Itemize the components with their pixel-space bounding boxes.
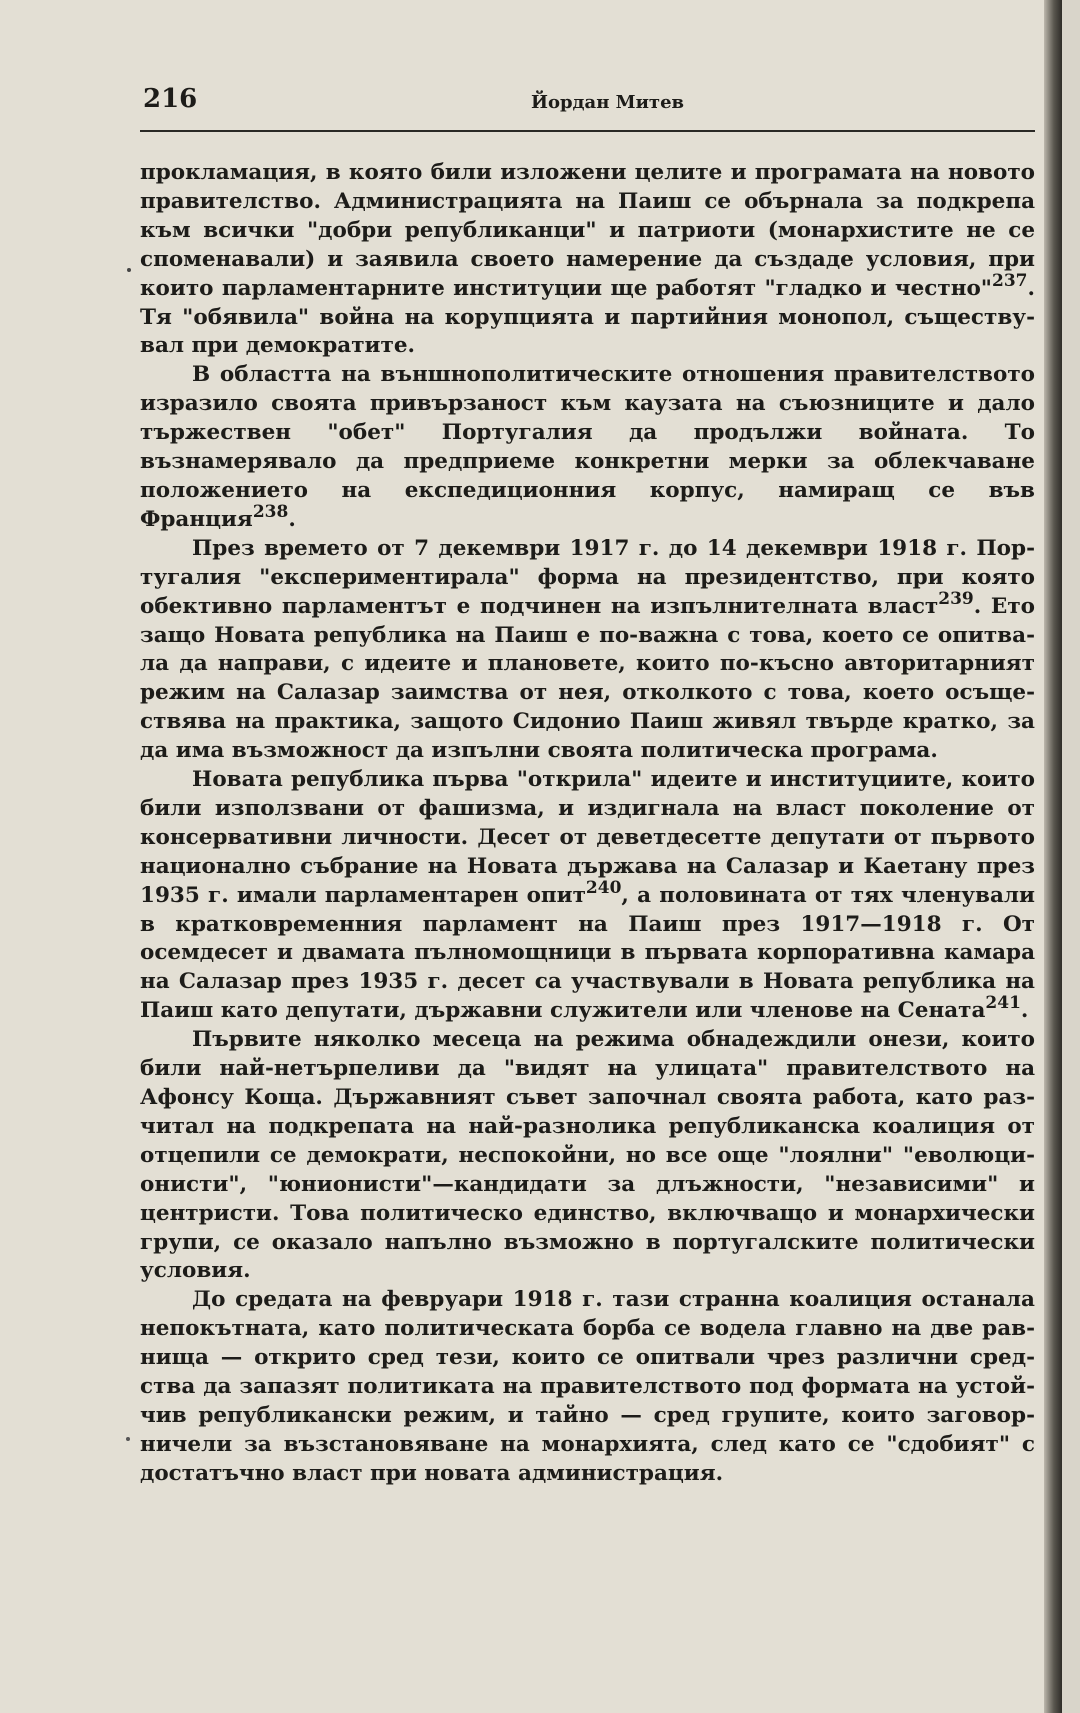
page-number: 216: [143, 84, 198, 114]
text-run: .: [288, 506, 296, 532]
paragraph: [140, 1286, 1035, 1488]
text-run: В областта на външнополитическите отношения правителството изразило своята привързаност към каузата на съюзниците и дало тържествен "обет" Португалия да продължи войната. То възнамерявало да предприеме конкретни мерки за облекчаване положението на експедиционния корпус, намиращ се във Франция: [140, 362, 1035, 532]
paragraph: [140, 361, 1035, 534]
footnote-ref: 239: [938, 588, 974, 609]
margin-mark: [127, 268, 131, 272]
text-run: . Тя "обявила" война на корупцията и партийния монопол, съществувал при демократите.: [140, 275, 1035, 359]
footnote-ref: 237: [992, 270, 1028, 291]
text-run: Първите няколко месеца на режима обнадеждили онези, които били най-нетърпеливи да "видят на улицата" правителството на Афонсу Коща. Държавният съвет започнал своята работа, като разчитал на подкрепата на най-разнолика републиканска коалиция от отцепили се демократи, неспокойни, но все още "лоялни" "еволюционисти", "юнионисти"—кандидати за длъжности, "независими" и центристи. Това политическо единство, включващо и монархически групи, се оказало напълно възможно в португалските политически условия.: [140, 1027, 1035, 1284]
text-run: , а половината от тях членували в кратковременния парламент на Паиш през 1917—1918 г. От осемдесет и двамата пълномощници в първата корпоративна камара на Салазар през 1935 г. десет са участвували в Новата република на Паиш като депутати, държавни служители или членове на Сената: [140, 882, 1035, 1024]
body-text: [140, 159, 1035, 1489]
page-header: [140, 80, 1035, 132]
paragraph: [140, 159, 1035, 361]
page-edge-shadow: [1044, 0, 1062, 1713]
paragraph: [140, 766, 1035, 1026]
text-run: През времето от 7 декември 1917 г. до 14 декември 1918 г. Португалия "експериментирала" форма на президентство, при която обективно парламентът е подчинен на изпълнителната власт: [140, 535, 1035, 619]
text-run: .: [1020, 998, 1029, 1024]
text-run: До средата на февруари 1918 г. тази странна коалиция останала непокътната, като политическата борба се водела главно на две равнища — открито сред тези, които се опитвали чрез различни средства да запазят политиката на правителството под формата на устойчив републикански режим, и тайно — сред групите, които заговорничели за възстановяване на монархията, след като се "сдобият" с достатъчно власт при новата администрация.: [140, 1287, 1035, 1486]
footnote-ref: 238: [252, 501, 289, 522]
footnote-ref: 240: [585, 877, 622, 898]
text-run: прокламация, в която били изложени целите и програмата на новото правителство. Администрацията на Паиш се обърнала за подкрепа към всички "добри републиканци" и патриоти (монархистите не се споменавали) и заявила своето намерение да създаде условия, при които парламентарните институции ще работят "гладко и честно": [140, 160, 1035, 301]
footnote-ref: 241: [985, 993, 1021, 1014]
paragraph: [140, 1026, 1035, 1286]
paragraph: [140, 535, 1035, 766]
text-run: . Ето защо Новата република на Паиш е по-важна с това, което се опитвала да направи, с идеите и плановете, които по-късно авторитарният режим на Салазар заимства от нея, отколкото с това, което осъществява на практика, защото Сидонио Паиш живял твърде кратко, за да има възможност да изпълни своята политическа програма.: [140, 593, 1035, 764]
margin-mark: [126, 1437, 130, 1441]
running-head-author: Йордан Митев: [530, 92, 685, 113]
text-run: Новата република първа "открила" идеите и институциите, които били използвани от фашизма, и издигнала на власт поколение от консервативни личности. Десет от деветдесетте депутати от първото национално събрание на Новата държава на Салазар и Каетану през 1935 г. имали парламентарен опит: [140, 767, 1035, 908]
